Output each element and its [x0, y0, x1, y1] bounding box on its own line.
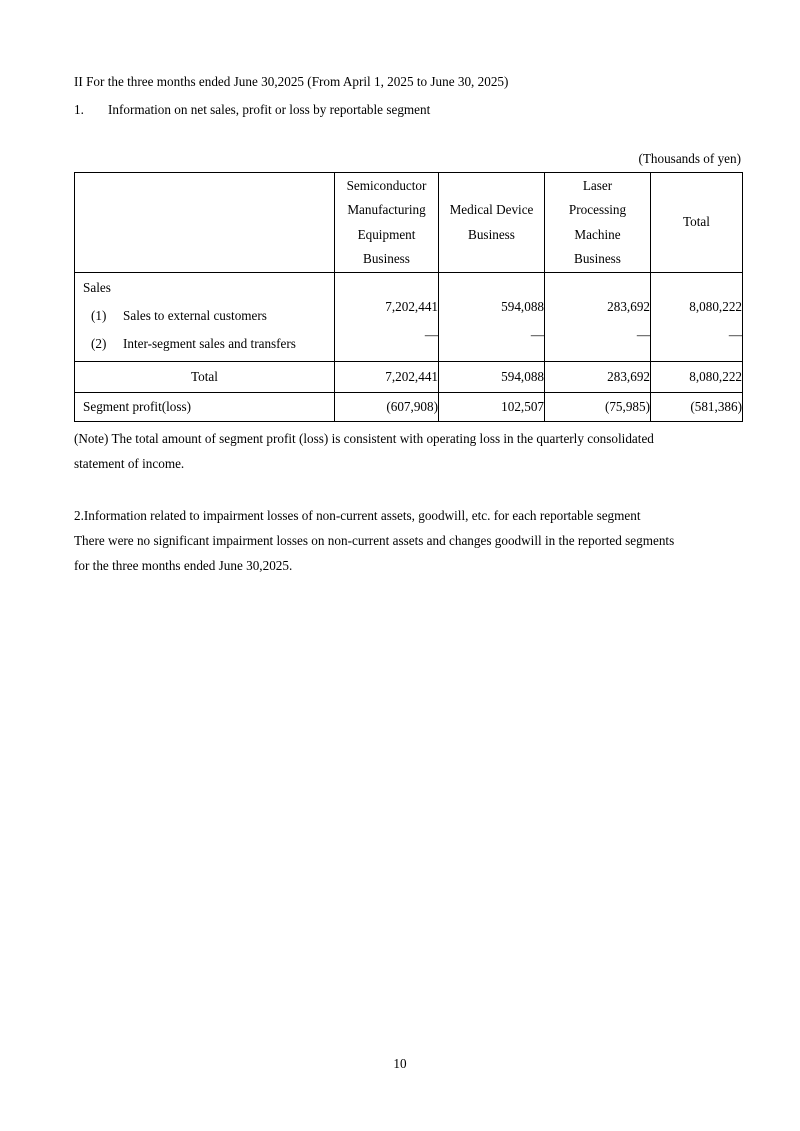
sales-values-total: [651, 273, 743, 362]
item-marker: (1): [91, 308, 107, 323]
header-line: Business: [363, 251, 410, 266]
total-value-total: 8,080,222: [651, 362, 743, 393]
page-number: 10: [393, 1056, 407, 1071]
segment-information-table: [74, 172, 743, 422]
sales-item-external: [83, 308, 334, 324]
header-line: Processing: [568, 202, 627, 217]
segment-profit-semiconductor: (607,908): [335, 393, 439, 422]
header-line: Manufacturing: [347, 202, 426, 217]
value-external: 283,692: [607, 298, 650, 314]
value-inter-segment: —: [636, 326, 650, 342]
item-marker: (2): [91, 336, 107, 351]
sales-group-title: Sales: [83, 280, 111, 295]
sales-values-medical-device: [439, 273, 545, 362]
item-label: Sales to external customers: [123, 308, 267, 323]
section-2-line-2: There were no significant impairment losses on non-current assets and changes goodwill in the reported segments: [74, 533, 675, 548]
header-line: Laser: [582, 177, 613, 193]
value-external: 594,088: [501, 298, 544, 314]
header-line: Business: [574, 251, 621, 266]
sales-values-semiconductor: [335, 273, 439, 362]
note-line-2: statement of income.: [74, 456, 185, 471]
segment-profit-laser-processing: (75,985): [545, 393, 651, 422]
table-corner-cell: [75, 173, 335, 273]
section-1-heading: [74, 102, 742, 118]
header-line: Business: [468, 226, 515, 242]
segment-profit-medical-device: 102,507: [439, 393, 545, 422]
header-line: Semiconductor: [346, 177, 427, 193]
item-label: Inter-segment sales and transfers: [123, 336, 296, 351]
value-external: 7,202,441: [385, 298, 438, 314]
sales-group-label-cell: [75, 273, 335, 362]
header-line: Medical Device: [449, 202, 534, 217]
table-header-row: [75, 173, 743, 273]
value-inter-segment: —: [728, 326, 742, 342]
page-title: II For the three months ended June 30,2025 (From April 1, 2025 to June 30, 2025): [74, 74, 509, 89]
segment-profit-total: (581,386): [651, 393, 743, 422]
section-1-title: Information on net sales, profit or loss by reportable segment: [108, 102, 431, 117]
units-caption: (Thousands of yen): [638, 151, 741, 166]
header-line: Equipment: [357, 226, 416, 242]
total-row-label: Total: [75, 362, 335, 393]
section-2-heading: 2.Information related to impairment losses of non-current assets, goodwill, etc. for each reportable segment: [74, 508, 641, 523]
total-value-semiconductor: 7,202,441: [335, 362, 439, 393]
value-inter-segment: —: [530, 326, 544, 342]
table-note: [74, 426, 742, 476]
header-line: Total: [683, 214, 710, 230]
sales-values-laser-processing: [545, 273, 651, 362]
table-row-segment-profit: [75, 393, 743, 422]
value-external: 8,080,222: [689, 298, 742, 314]
note-line-1: (Note) The total amount of segment profit (loss) is consistent with operating loss in the quarterly consolidated: [74, 431, 654, 446]
section-2-line-3: for the three months ended June 30,2025.: [74, 558, 293, 573]
total-value-laser-processing: 283,692: [545, 362, 651, 393]
column-header-laser-processing: [545, 173, 651, 273]
value-inter-segment: —: [424, 326, 438, 342]
segment-profit-label: Segment profit(loss): [75, 393, 335, 422]
section-1-number: 1.: [74, 102, 84, 117]
sales-item-inter-segment: [83, 336, 334, 352]
column-header-medical-device: [439, 173, 545, 273]
total-value-medical-device: 594,088: [439, 362, 545, 393]
column-header-semiconductor: [335, 173, 439, 273]
column-header-total: [651, 173, 743, 273]
section-2-block: [74, 503, 742, 578]
header-line: Machine: [574, 226, 621, 242]
table-row-total: [75, 362, 743, 393]
page-content: [74, 74, 742, 578]
table-row-sales-group: [75, 273, 743, 362]
